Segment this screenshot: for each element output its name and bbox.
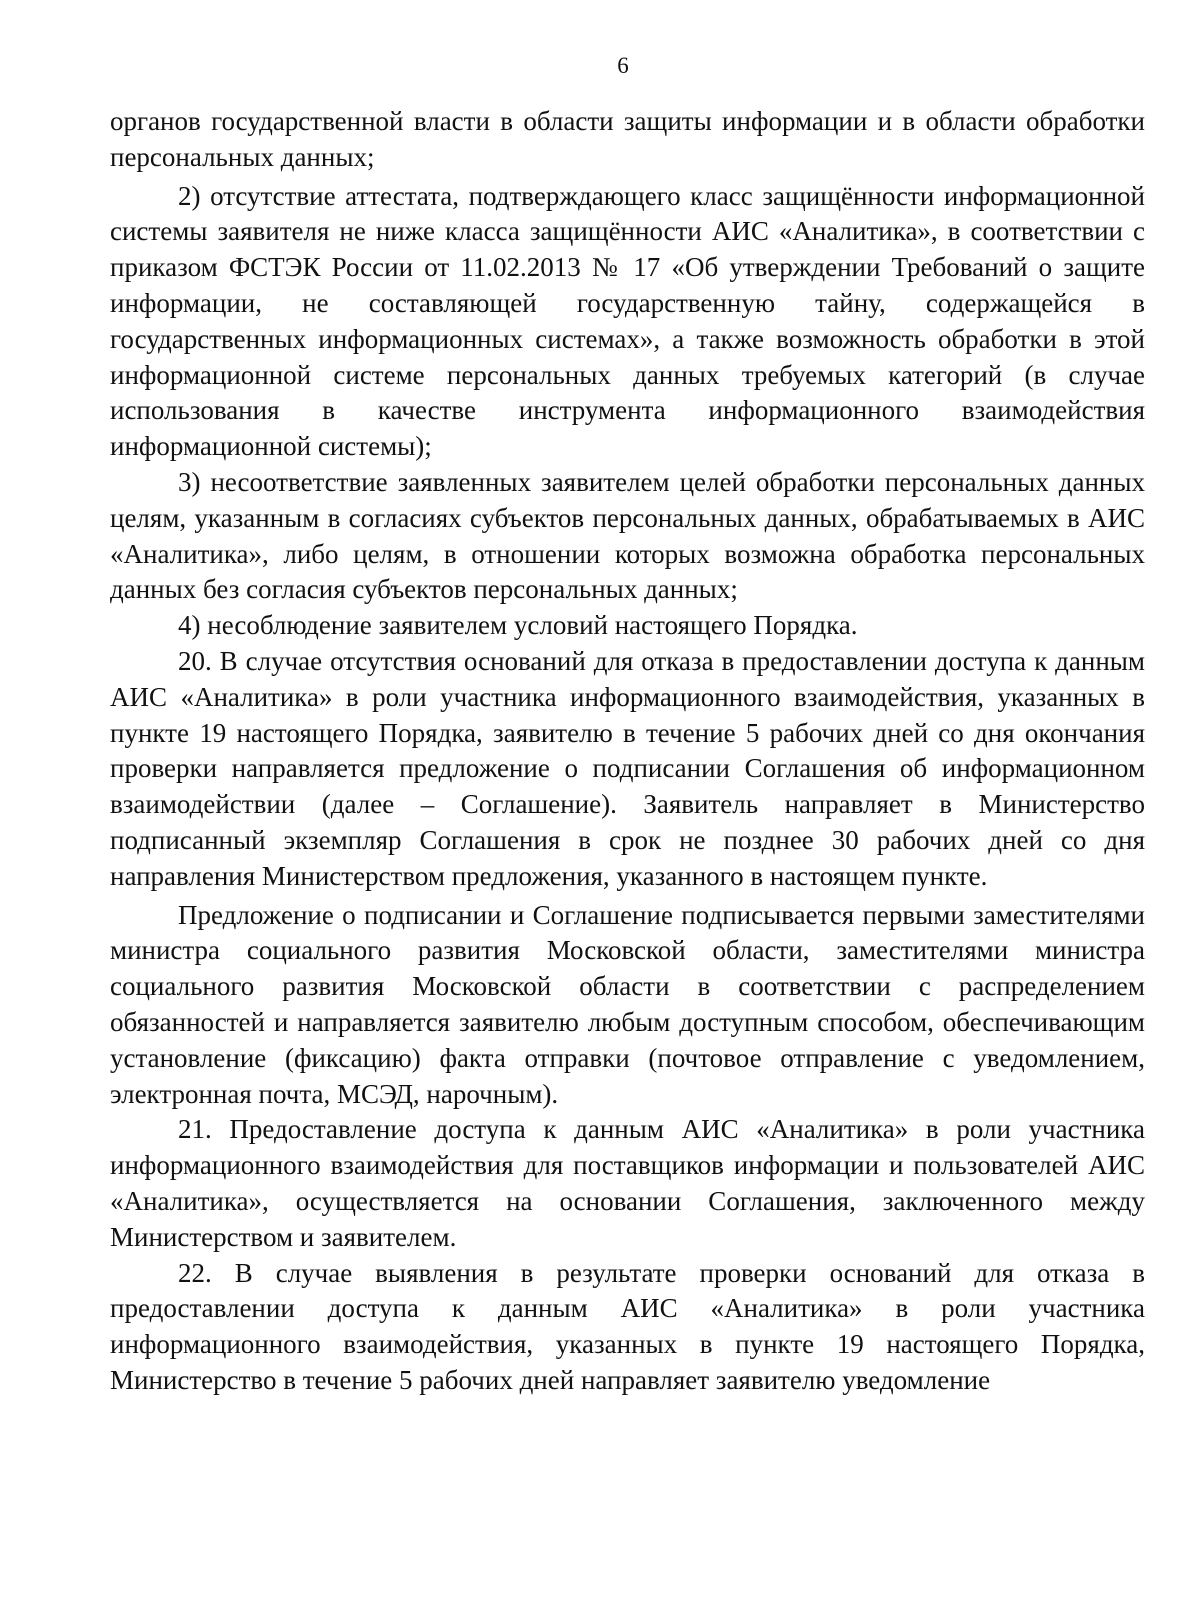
document-body [110, 104, 1145, 1399]
paragraph-clause-22: 22. В случае выявления в результате проверки оснований для отказа в предоставлении доступа к данным АИС «Аналитика» в роли участника информационного взаимодействия, указанных в пункте 19 настоящего Порядка, Министерство в течение 5 рабочих дней направляет заявителю уведомление [110, 1257, 1145, 1395]
paragraph-item-4: 4) несоблюдение заявителем условий настоящего Порядка. [178, 610, 858, 641]
paragraph-continuation: органов государственной власти в области защиты информации и в области обработки персональных данных; [110, 106, 1145, 172]
paragraph-signing-proposal: Предложение о подписании и Соглашение подписывается первыми заместителями министра социального развития Московской области, заместителями министра социального развития Московской области в соответствии с распределением обязанностей и направляется заявителю любым доступным способом, обеспечивающим установление (фиксацию) факта отправки (почтовое отправление с уведомлением, электронная почта, МСЭД, нарочным). [110, 899, 1145, 1109]
paragraph-clause-20: 20. В случае отсутствия оснований для отказа в предоставлении доступа к данным АИС «Аналитика» в роли участника информационного взаимодействия, указанных в пункте 19 настоящего Порядка, заявителю в течение 5 рабочих дней со дня окончания проверки направляется предложение о подписании Соглашения об информационном взаимодействии (далее – Соглашение). Заявитель направляет в Министерство подписанный экземпляр Соглашения в срок не позднее 30 рабочих дней со дня направления Министерством предложения, указанного в настоящем пункте. [110, 645, 1145, 891]
page-number: 6 [617, 53, 629, 78]
paragraph-item-3: 3) несоответствие заявленных заявителем целей обработки персональных данных целям, указанным в согласиях субъектов персональных данных, обрабатываемых в АИС «Аналитика», либо целям, в отношении которых возможна обработка персональных данных без согласия субъектов персональных данных; [110, 466, 1145, 605]
paragraph-clause-21: 21. Предоставление доступа к данным АИС «Аналитика» в роли участника информационного взаимодействия для поставщиков информации и пользователей АИС «Аналитика», осуществляется на основании Соглашения, заключенного между Министерством и заявителем. [110, 1114, 1145, 1252]
paragraph-item-2: 2) отсутствие аттестата, подтверждающего класс защищённости информационной системы заявителя не ниже класса защищённости АИС «Аналитика», в соответствии с приказом ФСТЭК России от 11.02.2013 № 17 «Об утверждении Требований о защите информации, не составляющей государственную тайну, содержащейся в государственных информационных системах», а также возможность обработки в этой информационной системе персональных данных требуемых категорий (в случае использования в качестве инструмента информационного взаимодействия информационной системы); [110, 180, 1145, 462]
